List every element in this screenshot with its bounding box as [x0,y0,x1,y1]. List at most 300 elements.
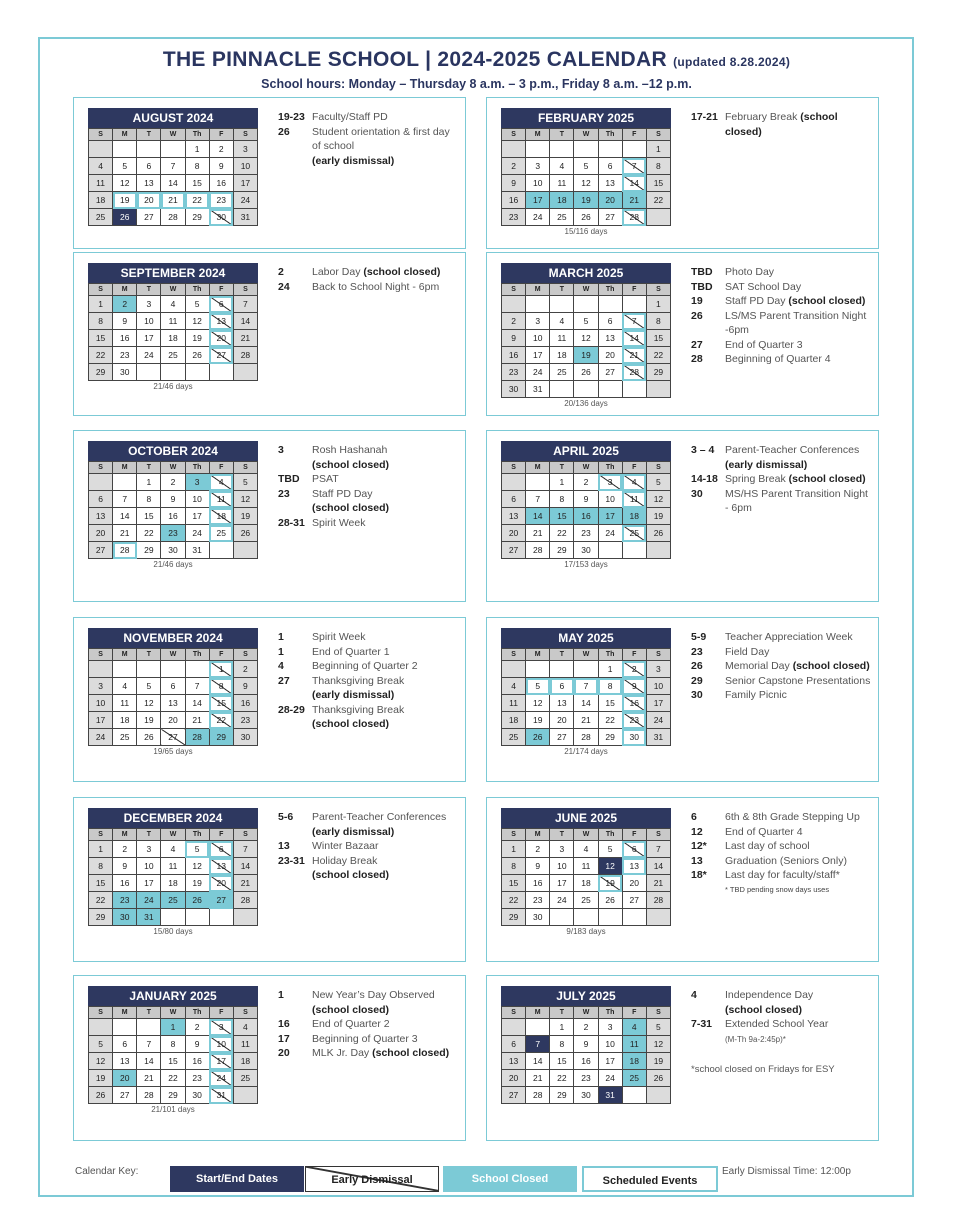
month-name: JULY 2025 [501,986,671,1006]
event-item [278,280,458,295]
calendar-day: 25 [622,1070,646,1087]
calendar-day: 14 [646,858,670,875]
weekday-header: Th [598,1007,622,1019]
calendar-day: 9 [574,1036,598,1053]
calendar-day: 31 [526,381,550,398]
event-date: 27 [691,338,703,351]
event-text: Beginning of Quarter 4 [725,353,831,365]
calendar-day: 26 [574,364,598,381]
calendar-day: 19 [89,1070,113,1087]
calendar-day: 27 [502,542,526,559]
calendar-empty-cell [161,661,185,678]
event-item [278,1046,458,1061]
calendar-day: 26 [526,729,550,746]
calendar-day: 29 [502,909,526,926]
weekday-header: W [161,462,185,474]
event-text: End of Quarter 3 [725,338,803,351]
month-panel [486,975,879,1141]
weekday-header: M [526,1007,550,1019]
calendar-day: 11 [209,491,233,508]
calendar-day: 28 [185,729,209,746]
calendar-day: 20 [550,712,574,729]
weekday-header: W [161,284,185,296]
calendar-day: 9 [209,158,233,175]
event-text: PSAT [312,473,339,485]
month-calendar [501,441,671,569]
event-text: Graduation (Seniors Only) [725,854,847,867]
calendar-empty-cell [502,661,526,678]
calendar-empty-cell [233,364,257,381]
event-text: Thanksgiving Break (early dismissal) [312,674,405,701]
weekday-header: M [113,129,137,141]
weekday-header: T [550,462,574,474]
calendar-day: 17 [185,508,209,525]
event-date: 20 [278,1047,290,1059]
weekday-header: S [233,829,257,841]
calendar-day: 5 [574,313,598,330]
calendar-empty-cell [137,1019,161,1036]
month-panel [486,97,879,249]
calendar-day: 13 [209,858,233,875]
calendar-day: 12 [646,1036,670,1053]
calendar-day: 25 [622,525,646,542]
weekday-header: S [502,129,526,141]
calendar-day: 14 [622,175,646,192]
weekday-header: T [137,129,161,141]
calendar-day: 17 [526,192,550,209]
event-item [691,338,871,353]
calendar-empty-cell [185,364,209,381]
calendar-empty-cell [233,909,257,926]
calendar-day: 18 [233,1053,257,1070]
event-footnote: *school closed on Fridays for ESY [691,1064,835,1075]
calendar-day: 27 [598,364,622,381]
event-date: 2 [278,266,284,278]
month-events [278,265,458,294]
calendar-day: 2 [574,474,598,491]
calendar-day: 30 [161,542,185,559]
weekday-header: S [89,1007,113,1019]
event-item [691,280,871,295]
calendar-empty-cell [209,542,233,559]
weekday-header: S [502,1007,526,1019]
calendar-empty-cell [137,364,161,381]
event-date: 4 [691,989,697,1001]
calendar-day: 26 [89,1087,113,1104]
calendar-day: 5 [646,474,670,491]
calendar-day: 21 [233,330,257,347]
event-item [691,265,871,280]
calendar-day: 9 [233,678,257,695]
event-text: MS/HS Parent Transition Night - 6pm [725,487,868,514]
calendar-day: 18 [161,875,185,892]
event-date: TBD [278,473,300,485]
calendar-day: 28 [161,209,185,226]
calendar-day: 22 [598,712,622,729]
event-text: Beginning of Quarter 2 [312,660,418,672]
calendar-day: 30 [233,729,257,746]
event-date: 29 [691,674,703,687]
calendar-day: 9 [502,175,526,192]
calendar-day: 19 [646,1053,670,1070]
calendar-day: 13 [622,858,646,875]
calendar-day: 16 [233,695,257,712]
weekday-header: F [622,462,646,474]
event-item [278,703,458,732]
calendar-day: 9 [161,491,185,508]
month-name: NOVEMBER 2024 [88,628,258,648]
weekday-header: M [526,462,550,474]
month-events [691,810,871,897]
calendar-day: 29 [185,209,209,226]
key-scheduled-events: Scheduled Events [582,1166,718,1192]
event-date: 14-18 [691,473,718,485]
calendar-empty-cell [646,381,670,398]
weekday-header: Th [598,129,622,141]
calendar-empty-cell [502,1019,526,1036]
calendar-key-label: Calendar Key: [75,1166,139,1177]
event-item [278,472,458,487]
calendar-day: 18 [113,712,137,729]
calendar-day: 8 [550,1036,574,1053]
calendar-day: 11 [89,175,113,192]
event-text: February Break (school closed) [725,111,838,138]
event-text: Thanksgiving Break (school closed) [312,703,405,730]
event-item [691,868,871,883]
month-calendar [501,108,671,236]
calendar-day: 29 [598,729,622,746]
weekday-header: S [502,462,526,474]
event-item [691,352,871,367]
calendar-day: 30 [574,542,598,559]
event-date: 17 [278,1032,290,1045]
weekday-header: T [137,1007,161,1019]
calendar-day: 20 [598,192,622,209]
calendar-day: 12 [233,491,257,508]
calendar-empty-cell [526,296,550,313]
calendar-empty-cell [137,141,161,158]
calendar-day: 14 [137,1053,161,1070]
calendar-day: 24 [89,729,113,746]
calendar-day: 2 [233,661,257,678]
calendar-day: 12 [185,858,209,875]
weekday-header: T [137,649,161,661]
event-text: Memorial Day (school closed) [725,660,870,672]
weekday-header: S [89,649,113,661]
event-text: Staff PD Day (school closed) [312,487,390,514]
calendar-day: 3 [137,841,161,858]
calendar-day: 23 [113,892,137,909]
calendar-day: 30 [502,381,526,398]
calendar-day: 11 [161,313,185,330]
weekday-header: M [526,129,550,141]
event-text: LS/MS Parent Transition Night -6pm [725,309,867,336]
key-start-end: Start/End Dates [170,1166,304,1192]
calendar-day: 19 [113,192,137,209]
calendar-day: 3 [550,841,574,858]
calendar-empty-cell [598,381,622,398]
calendar-day: 16 [113,330,137,347]
calendar-empty-cell [622,141,646,158]
calendar-day: 26 [185,347,209,364]
event-item [691,110,871,139]
calendar-day: 14 [622,330,646,347]
calendar-day: 1 [598,661,622,678]
calendar-day: 27 [209,347,233,364]
calendar-day: 4 [233,1019,257,1036]
calendar-day: 6 [113,1036,137,1053]
calendar-day: 22 [550,525,574,542]
event-date: 19 [691,295,703,307]
weekday-header: Th [185,129,209,141]
calendar-day: 10 [185,491,209,508]
weekday-header: W [574,1007,598,1019]
month-calendar [88,263,258,391]
calendar-day: 14 [185,695,209,712]
calendar-day: 13 [113,1053,137,1070]
calendar-day: 11 [550,330,574,347]
calendar-day: 13 [137,175,161,192]
weekday-header: M [113,284,137,296]
calendar-day: 11 [622,1036,646,1053]
calendar-day: 7 [526,491,550,508]
weekday-header: F [209,649,233,661]
month-panel [73,797,466,962]
month-calendar [501,808,671,936]
calendar-empty-cell [646,209,670,226]
event-item [691,854,871,869]
weekday-header: T [550,284,574,296]
calendar-empty-cell [113,474,137,491]
calendar-day: 7 [113,491,137,508]
event-date: 5-6 [278,811,294,823]
weekday-header: W [574,829,598,841]
month-panel [486,430,879,602]
event-item [691,443,871,472]
calendar-empty-cell [137,661,161,678]
calendar-day: 9 [502,330,526,347]
event-text: Parent-Teacher Conferences (early dismissal) [725,444,860,471]
calendar-day: 13 [502,1053,526,1070]
calendar-day: 12 [89,1053,113,1070]
event-text: Field Day [725,645,770,658]
calendar-day: 5 [526,678,550,695]
event-date: 13 [278,840,290,852]
calendar-day: 5 [185,296,209,313]
calendar-day: 29 [137,542,161,559]
calendar-empty-cell [550,381,574,398]
calendar-day: 27 [161,729,185,746]
calendar-day: 18 [161,330,185,347]
calendar-day: 21 [161,192,185,209]
calendar-day: 12 [526,695,550,712]
calendar-day: 24 [598,1070,622,1087]
calendar-day: 8 [646,313,670,330]
calendar-empty-cell [646,1087,670,1104]
calendar-day: 18 [550,347,574,364]
calendar-day: 6 [622,841,646,858]
calendar-day: 27 [598,209,622,226]
event-note: * TBD pending snow days uses [725,884,830,894]
weekday-header: T [137,284,161,296]
calendar-day: 3 [185,474,209,491]
calendar-day: 12 [646,491,670,508]
calendar-day: 20 [502,1070,526,1087]
calendar-day: 3 [646,661,670,678]
event-text: Teacher Appreciation Week [725,631,853,643]
calendar-day: 5 [233,474,257,491]
month-events [691,443,871,516]
calendar-day: 8 [209,678,233,695]
calendar-day: 2 [113,841,137,858]
calendar-day: 11 [502,695,526,712]
weekday-header: M [113,462,137,474]
calendar-day: 19 [574,347,598,364]
calendar-day: 9 [622,678,646,695]
calendar-day: 22 [646,192,670,209]
calendar-day: 19 [526,712,550,729]
calendar-day: 18 [550,192,574,209]
calendar-empty-cell [550,909,574,926]
event-text: Back to School Night - 6pm [312,280,440,293]
event-text: Faculty/Staff PD [312,111,388,123]
weekday-header: S [233,129,257,141]
calendar-day: 1 [502,841,526,858]
calendar-day: 2 [622,661,646,678]
calendar-day: 20 [502,525,526,542]
calendar-day: 23 [161,525,185,542]
calendar-day: 4 [161,296,185,313]
event-text: Beginning of Quarter 3 [312,1032,418,1045]
calendar-day: 19 [598,875,622,892]
event-item [278,110,458,125]
weekday-header: W [161,649,185,661]
calendar-day: 25 [502,729,526,746]
calendar-day: 21 [574,712,598,729]
calendar-day: 18 [502,712,526,729]
calendar-day: 3 [233,141,257,158]
calendar-empty-cell [209,909,233,926]
calendar-day: 11 [574,858,598,875]
calendar-empty-cell [502,141,526,158]
month-events [691,630,871,703]
weekday-header: F [209,1007,233,1019]
calendar-day: 29 [550,542,574,559]
calendar-empty-cell [574,141,598,158]
calendar-empty-cell [598,296,622,313]
event-item [278,125,458,169]
calendar-day: 7 [233,296,257,313]
day-count: 15/80 days [153,927,193,936]
event-date: 7-31 [691,1018,713,1030]
weekday-header: Th [185,1007,209,1019]
calendar-day: 26 [113,209,137,226]
calendar-day: 18 [574,875,598,892]
calendar-day: 10 [137,313,161,330]
weekday-header: Th [185,649,209,661]
event-item [691,309,871,338]
weekday-header: F [209,284,233,296]
weekday-header: F [622,1007,646,1019]
calendar-day: 15 [161,1053,185,1070]
calendar-empty-cell [161,141,185,158]
calendar-day: 22 [137,525,161,542]
weekday-header: M [113,649,137,661]
calendar-day: 6 [598,313,622,330]
month-name: MAY 2025 [501,628,671,648]
calendar-day: 1 [550,474,574,491]
calendar-empty-cell [113,1019,137,1036]
calendar-day: 17 [550,875,574,892]
calendar-day: 1 [137,474,161,491]
month-panel [486,797,879,962]
calendar-day: 26 [646,525,670,542]
calendar-day: 23 [502,209,526,226]
calendar-day: 10 [209,1036,233,1053]
calendar-empty-cell [574,296,598,313]
event-item [278,1032,458,1047]
calendar-day: 18 [622,508,646,525]
calendar-day: 16 [502,192,526,209]
weekday-header: S [646,129,670,141]
day-count: 21/46 days [153,382,193,391]
event-text: Spirit Week [312,631,366,643]
event-date: 6 [691,811,697,823]
calendar-day: 20 [209,330,233,347]
calendar-day: 31 [598,1087,622,1104]
event-item [278,659,458,674]
calendar-day: 15 [598,695,622,712]
calendar-day: 9 [113,858,137,875]
weekday-header: W [574,649,598,661]
calendar-day: 30 [622,729,646,746]
calendar-day: 8 [502,858,526,875]
calendar-day: 22 [550,1070,574,1087]
calendar-day: 13 [598,330,622,347]
weekday-header: F [622,649,646,661]
calendar-day: 25 [89,209,113,226]
event-item [691,825,871,840]
calendar-empty-cell [646,909,670,926]
weekday-header: S [646,649,670,661]
day-count: 21/101 days [151,1105,195,1114]
event-text: End of Quarter 4 [725,825,803,838]
month-calendar [88,808,258,936]
event-text: Holiday Break (school closed) [312,854,390,881]
calendar-day: 20 [598,347,622,364]
calendar-day: 16 [574,1053,598,1070]
event-date: 16 [278,1018,290,1030]
calendar-day: 23 [622,712,646,729]
calendar-empty-cell [574,661,598,678]
calendar-day: 2 [185,1019,209,1036]
calendar-day: 13 [502,508,526,525]
calendar-day: 30 [113,909,137,926]
calendar-day: 24 [233,192,257,209]
calendar-day: 8 [89,858,113,875]
event-item [691,472,871,487]
school-hours: School hours: Monday – Thursday 8 a.m. – 3 p.m., Friday 8 a.m. –12 p.m. [261,77,692,91]
calendar-day: 16 [209,175,233,192]
calendar-day: 7 [233,841,257,858]
calendar-day: 20 [209,875,233,892]
event-date: TBD [691,266,713,278]
calendar-day: 17 [526,347,550,364]
day-count: 19/65 days [153,747,193,756]
event-item [278,265,458,280]
calendar-day: 10 [598,491,622,508]
weekday-header: Th [598,829,622,841]
